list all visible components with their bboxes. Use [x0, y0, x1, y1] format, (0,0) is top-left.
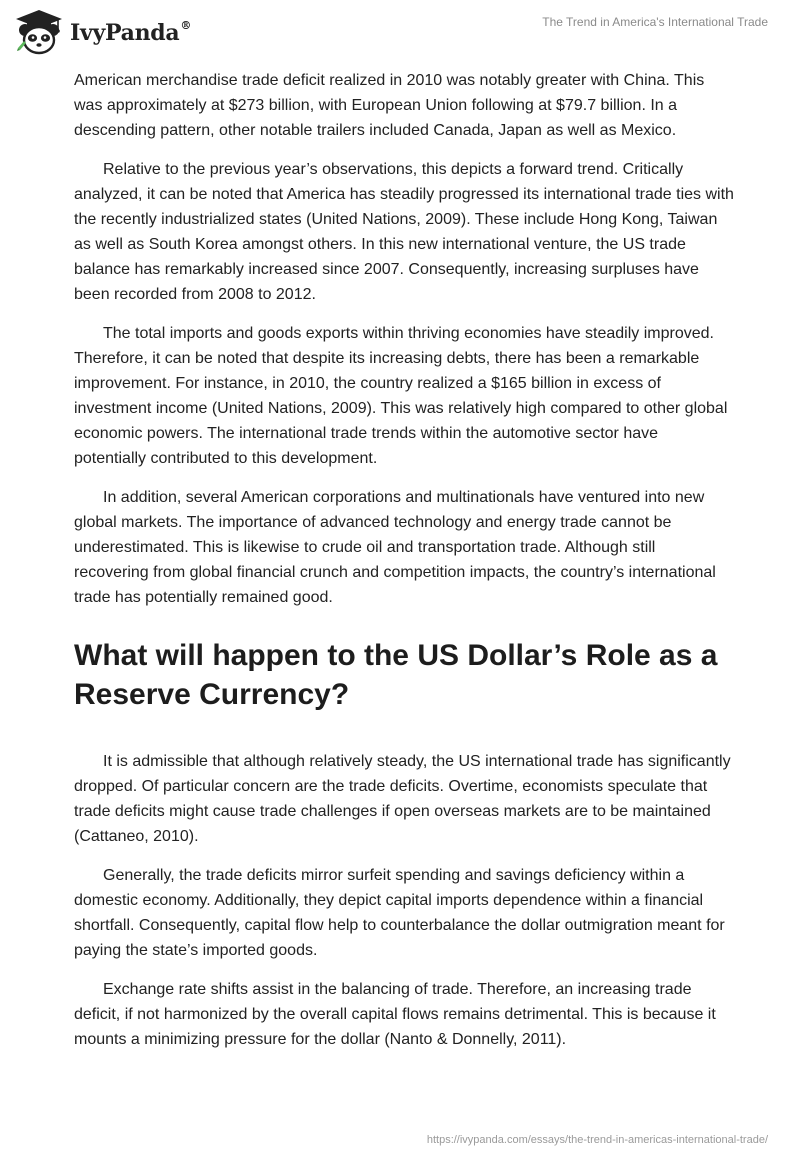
paragraph: The total imports and goods exports within thriving economies have steadily improved. Therefore, it can be noted that despite its increasing debts, there has been a remarkable improvement. For instance, in 2010, the country realized a $165 billion in excess of investment income (United Nations, 2009). This was relatively high compared to other global economic powers. The international trade trends within the automotive sector have potentially contributed to this development.: [74, 325, 728, 467]
registered-mark: ®: [180, 18, 192, 32]
paragraph: In addition, several American corporations and multinationals have ventured into new global markets. The importance of advanced technology and energy trade cannot be underestimated. This is likewise to crude oil and transportation trade. Although still recovering from global financial crunch and competition impacts, the country’s international trade has potentially remained good.: [74, 489, 716, 606]
section-heading: What will happen to the US Dollar’s Role as a Reserve Currency?: [74, 639, 718, 711]
page-header: [0, 0, 800, 64]
paragraph: American merchandise trade deficit realized in 2010 was notably greater with China. This was approximately at $273 billion, with European Union following at $79.7 billion. In a descending pattern, other notable trailers included Canada, Japan as well as Mexico.: [74, 72, 705, 139]
paragraph: Generally, the trade deficits mirror surfeit spending and savings deficiency within a domestic economy. Additionally, they depict capital imports dependence within a financial shortfall. Consequently, capital flow help to counterbalance the dollar outmigration meant for paying the state’s imported goods.: [74, 867, 725, 959]
essay-body: [74, 68, 734, 1066]
source-url-link[interactable]: https://ivypanda.com/essays/the-trend-in-americas-international-trade/: [426, 1134, 768, 1146]
paragraph: Exchange rate shifts assist in the balancing of trade. Therefore, an increasing trade deficit, if not harmonized by the overall capital flows remains detrimental. This is because it mounts a minimizing pressure for the dollar (Nanto & Donnelly, 2011).: [74, 981, 716, 1048]
paragraph: It is admissible that although relatively steady, the US international trade has significantly dropped. Of particular concern are the trade deficits. Overtime, economists speculate that trade deficits might cause trade challenges if open overseas markets are to be maintained (Cattaneo, 2010).: [74, 753, 731, 845]
paragraph: Relative to the previous year’s observations, this depicts a forward trend. Critically analyzed, it can be noted that America has steadily progressed its international trade ties with the recently industrialized states (United Nations, 2009). These include Hong Kong, Taiwan as well as South Korea amongst others. In this new international venture, the US trade balance has remarkably increased since 2007. Consequently, increasing surpluses have been recorded from 2008 to 2012.: [74, 161, 734, 303]
page-title: The Trend in America's International Trade: [542, 15, 768, 29]
brand-name: IvyPanda®: [70, 18, 192, 46]
panda-graduation-cap-icon: [14, 8, 64, 56]
brand-logo-link[interactable]: [14, 8, 191, 56]
